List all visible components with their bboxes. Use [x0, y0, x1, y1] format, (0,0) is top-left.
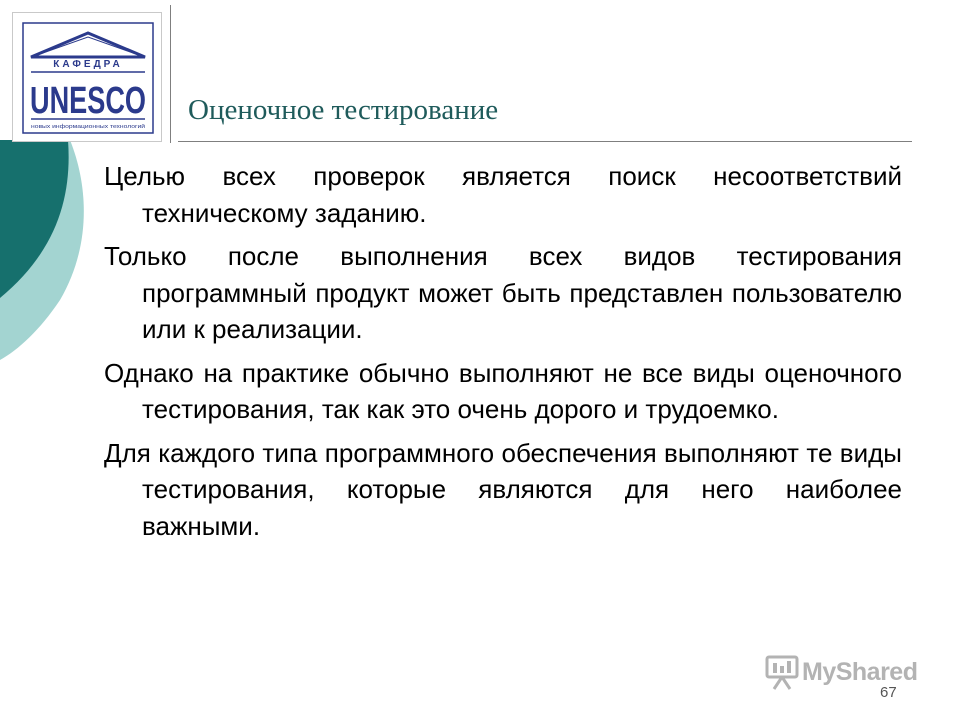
- myshared-watermark: [764, 654, 928, 694]
- logo-subtitle: новых информационных технологий: [31, 124, 125, 130]
- unesco-logo: [12, 12, 162, 142]
- slide-title: Оценочное тестирование: [188, 94, 499, 126]
- paragraph-2: Только после выполнения всех видов тестирования программный продукт может быть представлен пользователю или к реализации.: [104, 241, 902, 344]
- slide-body: [104, 158, 902, 551]
- header-vertical-rule: [170, 5, 171, 143]
- logo-arch-text: КАФЕДРА: [53, 59, 123, 70]
- page-number: 67: [880, 684, 897, 701]
- projector-icon: [764, 654, 800, 692]
- paragraph-1: Целью всех проверок является поиск несоответствий техническому заданию.: [104, 161, 902, 228]
- watermark-text: MyShared: [802, 658, 918, 686]
- paragraph-3: Однако на практике обычно выполняют не все виды оценочного тестирования, так как это очень дорого и трудоемко.: [104, 357, 902, 424]
- header-horizontal-rule: [178, 141, 912, 142]
- paragraph-4: Для каждого типа программного обеспечения выполняют те виды тестирования, которые являются для него наиболее важными.: [104, 437, 902, 541]
- logo-name: UNESCO: [30, 80, 146, 122]
